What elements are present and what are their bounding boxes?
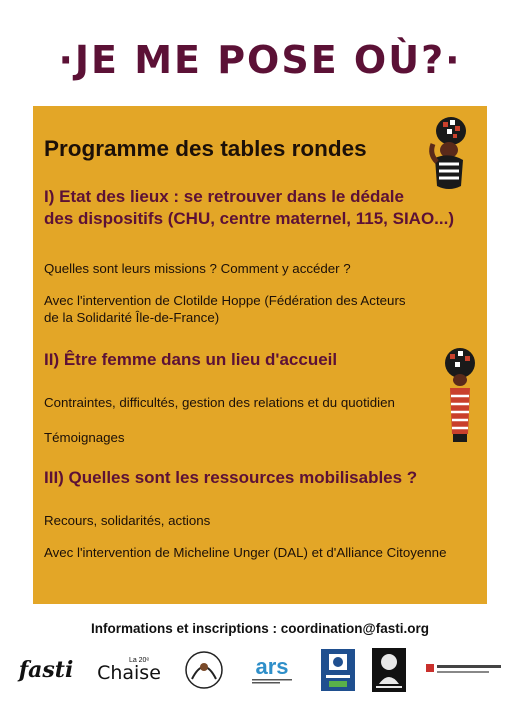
section-1-title-line2: des dispositifs (CHU, centre maternel, 115, SIAO...): [44, 209, 455, 228]
chaise-logo: La 20ᵉ Chaise: [97, 657, 161, 684]
woman-figure-icon: [425, 114, 475, 196]
caf-emblem-icon: [321, 649, 355, 691]
ars-tagline-icon: [252, 678, 292, 684]
program-title: Programme des tables rondes: [44, 136, 367, 161]
section-2-title: II) Être femme dans un lieu d'accueil: [44, 350, 338, 369]
section-1-paragraph: de la Solidarité Île-de-France): [44, 310, 220, 325]
section-3-title: III) Quelles sont les ressources mobilisables ?: [44, 468, 418, 487]
partner-logos: [15, 648, 505, 692]
caf-logo: [320, 648, 356, 692]
fondation-paris-habitat-logo: [425, 648, 505, 692]
headline: ·JE ME POSE OÙ?·: [58, 38, 462, 82]
woman-figure-icon: [440, 346, 480, 446]
paris-habitat-icon: [426, 661, 504, 679]
ars-logo: ars: [247, 648, 297, 692]
section-1-paragraph: Quelles sont leurs missions ? Comment y accéder ?: [44, 261, 351, 276]
arcampella-emblem-icon: [183, 649, 225, 691]
section-2-paragraph: Contraintes, difficultés, gestion des relations et du quotidien: [44, 395, 395, 410]
abbe-pierre-portrait-icon: [372, 648, 406, 692]
section-3-paragraph: Recours, solidarités, actions: [44, 513, 211, 528]
arcampella-logo: [180, 648, 228, 692]
section-2-paragraph: Témoignages: [44, 430, 125, 445]
fondation-abbe-pierre-logo: [371, 648, 407, 692]
contact-info: Informations et inscriptions : coordination@fasti.org: [91, 621, 429, 636]
program-panel: [33, 106, 487, 604]
fasti-logo: fasti: [18, 657, 74, 683]
section-1-title-line1: I) Etat des lieux : se retrouver dans le dédale: [44, 187, 404, 206]
section-1-paragraph: Avec l'intervention de Clotilde Hoppe (Fédération des Acteurs: [44, 293, 406, 308]
section-3-paragraph: Avec l'intervention de Micheline Unger (DAL) et d'Alliance Citoyenne: [44, 545, 447, 560]
